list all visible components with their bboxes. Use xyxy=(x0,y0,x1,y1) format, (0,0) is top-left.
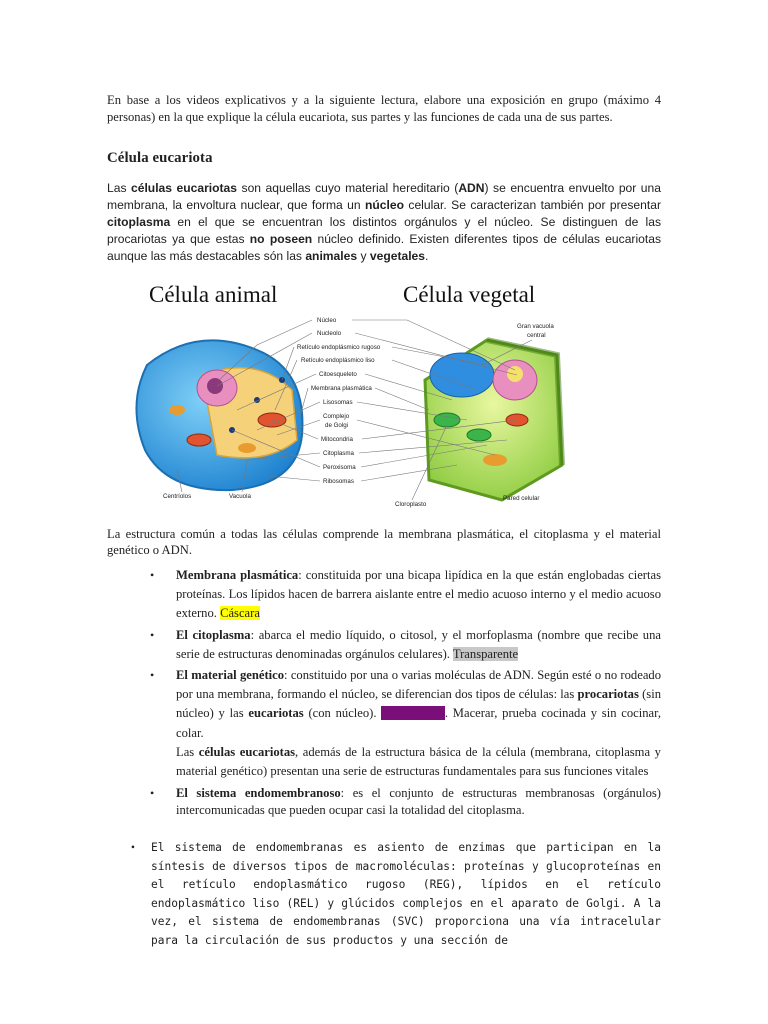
text-run: en el que se encuentran los distintos orgánulos y el núcleo. Se distinguen de las procariotas ya que estas xyxy=(107,215,661,246)
bold-term: procariotas xyxy=(577,687,639,702)
bold-term: eucariotas xyxy=(248,706,304,721)
list-item xyxy=(150,566,661,624)
bold-term: Membrana plasmática xyxy=(176,568,299,582)
endomembrane-list xyxy=(131,839,661,951)
label-golgi: de Golgi xyxy=(325,422,349,429)
bullet-dot: • xyxy=(150,568,155,582)
text-run: y xyxy=(357,249,370,263)
eukaryote-paragraph xyxy=(107,180,661,265)
bold-term: núcleo xyxy=(365,198,405,212)
structure-list xyxy=(150,566,661,821)
label-cloroplasto: Cloroplasto xyxy=(395,501,427,508)
text-run: : constituido por una o varias moléculas de ADN. Según esté o no rodeado por una membrana, formando el núcleo, se diferencian dos tipos de células: las xyxy=(176,668,661,702)
label-citoplasma: Citoplasma xyxy=(323,450,354,457)
list-item xyxy=(150,666,661,781)
text-run: Las xyxy=(107,181,131,195)
bullet-dot: • xyxy=(150,668,155,683)
label-lisosomas: Lisosomas xyxy=(323,399,353,406)
label-membrana: Membrana plasmática xyxy=(311,385,372,392)
label-centriolos: Centríolos xyxy=(163,493,192,500)
text-run: : abarca el medio líquido, o citosol, y el morfoplasma (nombre que recibe una serie de estructuras denominadas orgánulos celulares). xyxy=(176,627,661,661)
text-run: : constituida por una bicapa lipídica en la que están englobadas ciertas proteínas. Los lípidos hacen de barrera aislante entre el medio acuoso interno y el medio acuoso externo. xyxy=(176,568,661,621)
text-run: (sin núcleo) y las xyxy=(176,687,661,721)
bold-term: citoplasma xyxy=(107,215,171,229)
bold-term: El sistema endomembranoso xyxy=(176,786,341,801)
label-gran-vacuola: Gran vacuola xyxy=(517,323,554,330)
animal-cell-drawing xyxy=(136,340,302,490)
text-run: núcleo definido. Existen diferentes tipos de células eucariotas aunque las más destacables són las xyxy=(107,232,662,263)
bold-term: no poseen xyxy=(249,232,313,246)
label-vacuola: Vacuola xyxy=(229,493,251,500)
intro-paragraph: En base a los videos explicativos y a la siguiente lectura, elabore una exposición en grupo (máximo 4 personas) en la que explique la célula eucariota, sus partes y las funciones de cada una de sus partes. xyxy=(107,93,661,124)
section-heading: Célula eucariota xyxy=(107,150,213,166)
list-item xyxy=(150,785,661,819)
bold-term: ADN xyxy=(458,181,485,195)
label-peroxisoma: Peroxisoma xyxy=(323,464,356,471)
title-vegetal: Célula vegetal xyxy=(403,282,536,307)
bullet-dot: • xyxy=(150,786,155,801)
text-run: . Macerar, prueba cocinada y sin cocinar, colar. xyxy=(176,706,661,740)
list-item xyxy=(150,626,661,664)
label-pared: Pared celular xyxy=(503,495,540,502)
label-nucleo: Núcleo xyxy=(317,317,337,324)
label-nucleolo: Nucleolo xyxy=(317,330,342,337)
text-run: (con núcleo). xyxy=(303,706,382,721)
text-run: son aquellas cuyo material hereditario ( xyxy=(237,181,459,195)
label-citoesqueleto: Citoesqueleto xyxy=(319,371,357,378)
list-item xyxy=(131,839,661,951)
text-run: Las xyxy=(176,744,199,759)
label-central: central xyxy=(527,332,546,339)
highlight-gray: Transparente xyxy=(452,646,519,661)
label-mitocondria: Mitocondria xyxy=(321,436,353,443)
highlight-yellow: Cáscara xyxy=(220,606,260,621)
text-run: . xyxy=(425,249,429,263)
text-run: ) se encuentra envuelto por una membrana, la envoltura nuclear, que forma un xyxy=(107,181,661,212)
bold-term: animales xyxy=(305,249,358,263)
bullet-dot: • xyxy=(150,627,155,642)
plant-cell-drawing xyxy=(425,340,562,500)
text-run: , además de la estructura básica de la célula (membrana, citoplasma y material genético) presentan una serie de estructuras fundamentales para sus funciones vitales xyxy=(176,744,661,779)
bullet-dot: • xyxy=(131,842,135,854)
text-run: : es el conjunto de estructuras membranosas (orgánulos) intercomunicadas que pueden ocupar casi la totalidad del citoplasma. xyxy=(176,786,661,818)
cell-diagram-figure xyxy=(107,270,661,518)
common-structure-paragraph: La estructura común a todas las células comprende la membrana plasmática, el citoplasma y el material genético o ADN. xyxy=(107,527,661,557)
label-reg: Retículo endoplásmico rugoso xyxy=(297,344,381,351)
text-run: El sistema de endomembranas es asiento de enzimas que participan en la síntesis de diversos tipos de macromoléculas: proteínas y glucoproteínas en el retículo endoplasmático rugoso (REG), lípidos en el retículo endoplasmático liso (REL) y glúcidos complejos en el aparato de Golgi. A la vez, el sistema de endomembranas (SVC) proporciona una vía intracelular para la circulación de sus productos y una sección de xyxy=(151,841,661,947)
bold-term: El citoplasma xyxy=(176,627,251,642)
bold-term: vegetales xyxy=(369,249,426,263)
title-animal: Célula animal xyxy=(149,282,278,307)
cell-diagram-svg xyxy=(107,270,661,518)
bold-term: células eucariotas xyxy=(198,744,296,759)
label-complejo: Complejo xyxy=(323,413,350,420)
highlight-purple: Uva morada xyxy=(381,706,445,721)
label-rel: Retículo endoplásmico liso xyxy=(301,357,375,364)
text-run: celular. Se caracterizan también por presentar xyxy=(404,198,661,212)
bold-term: El material genético xyxy=(176,668,285,683)
bold-term: células eucariotas xyxy=(131,181,238,195)
label-ribosomas: Ribosomas xyxy=(323,478,354,485)
